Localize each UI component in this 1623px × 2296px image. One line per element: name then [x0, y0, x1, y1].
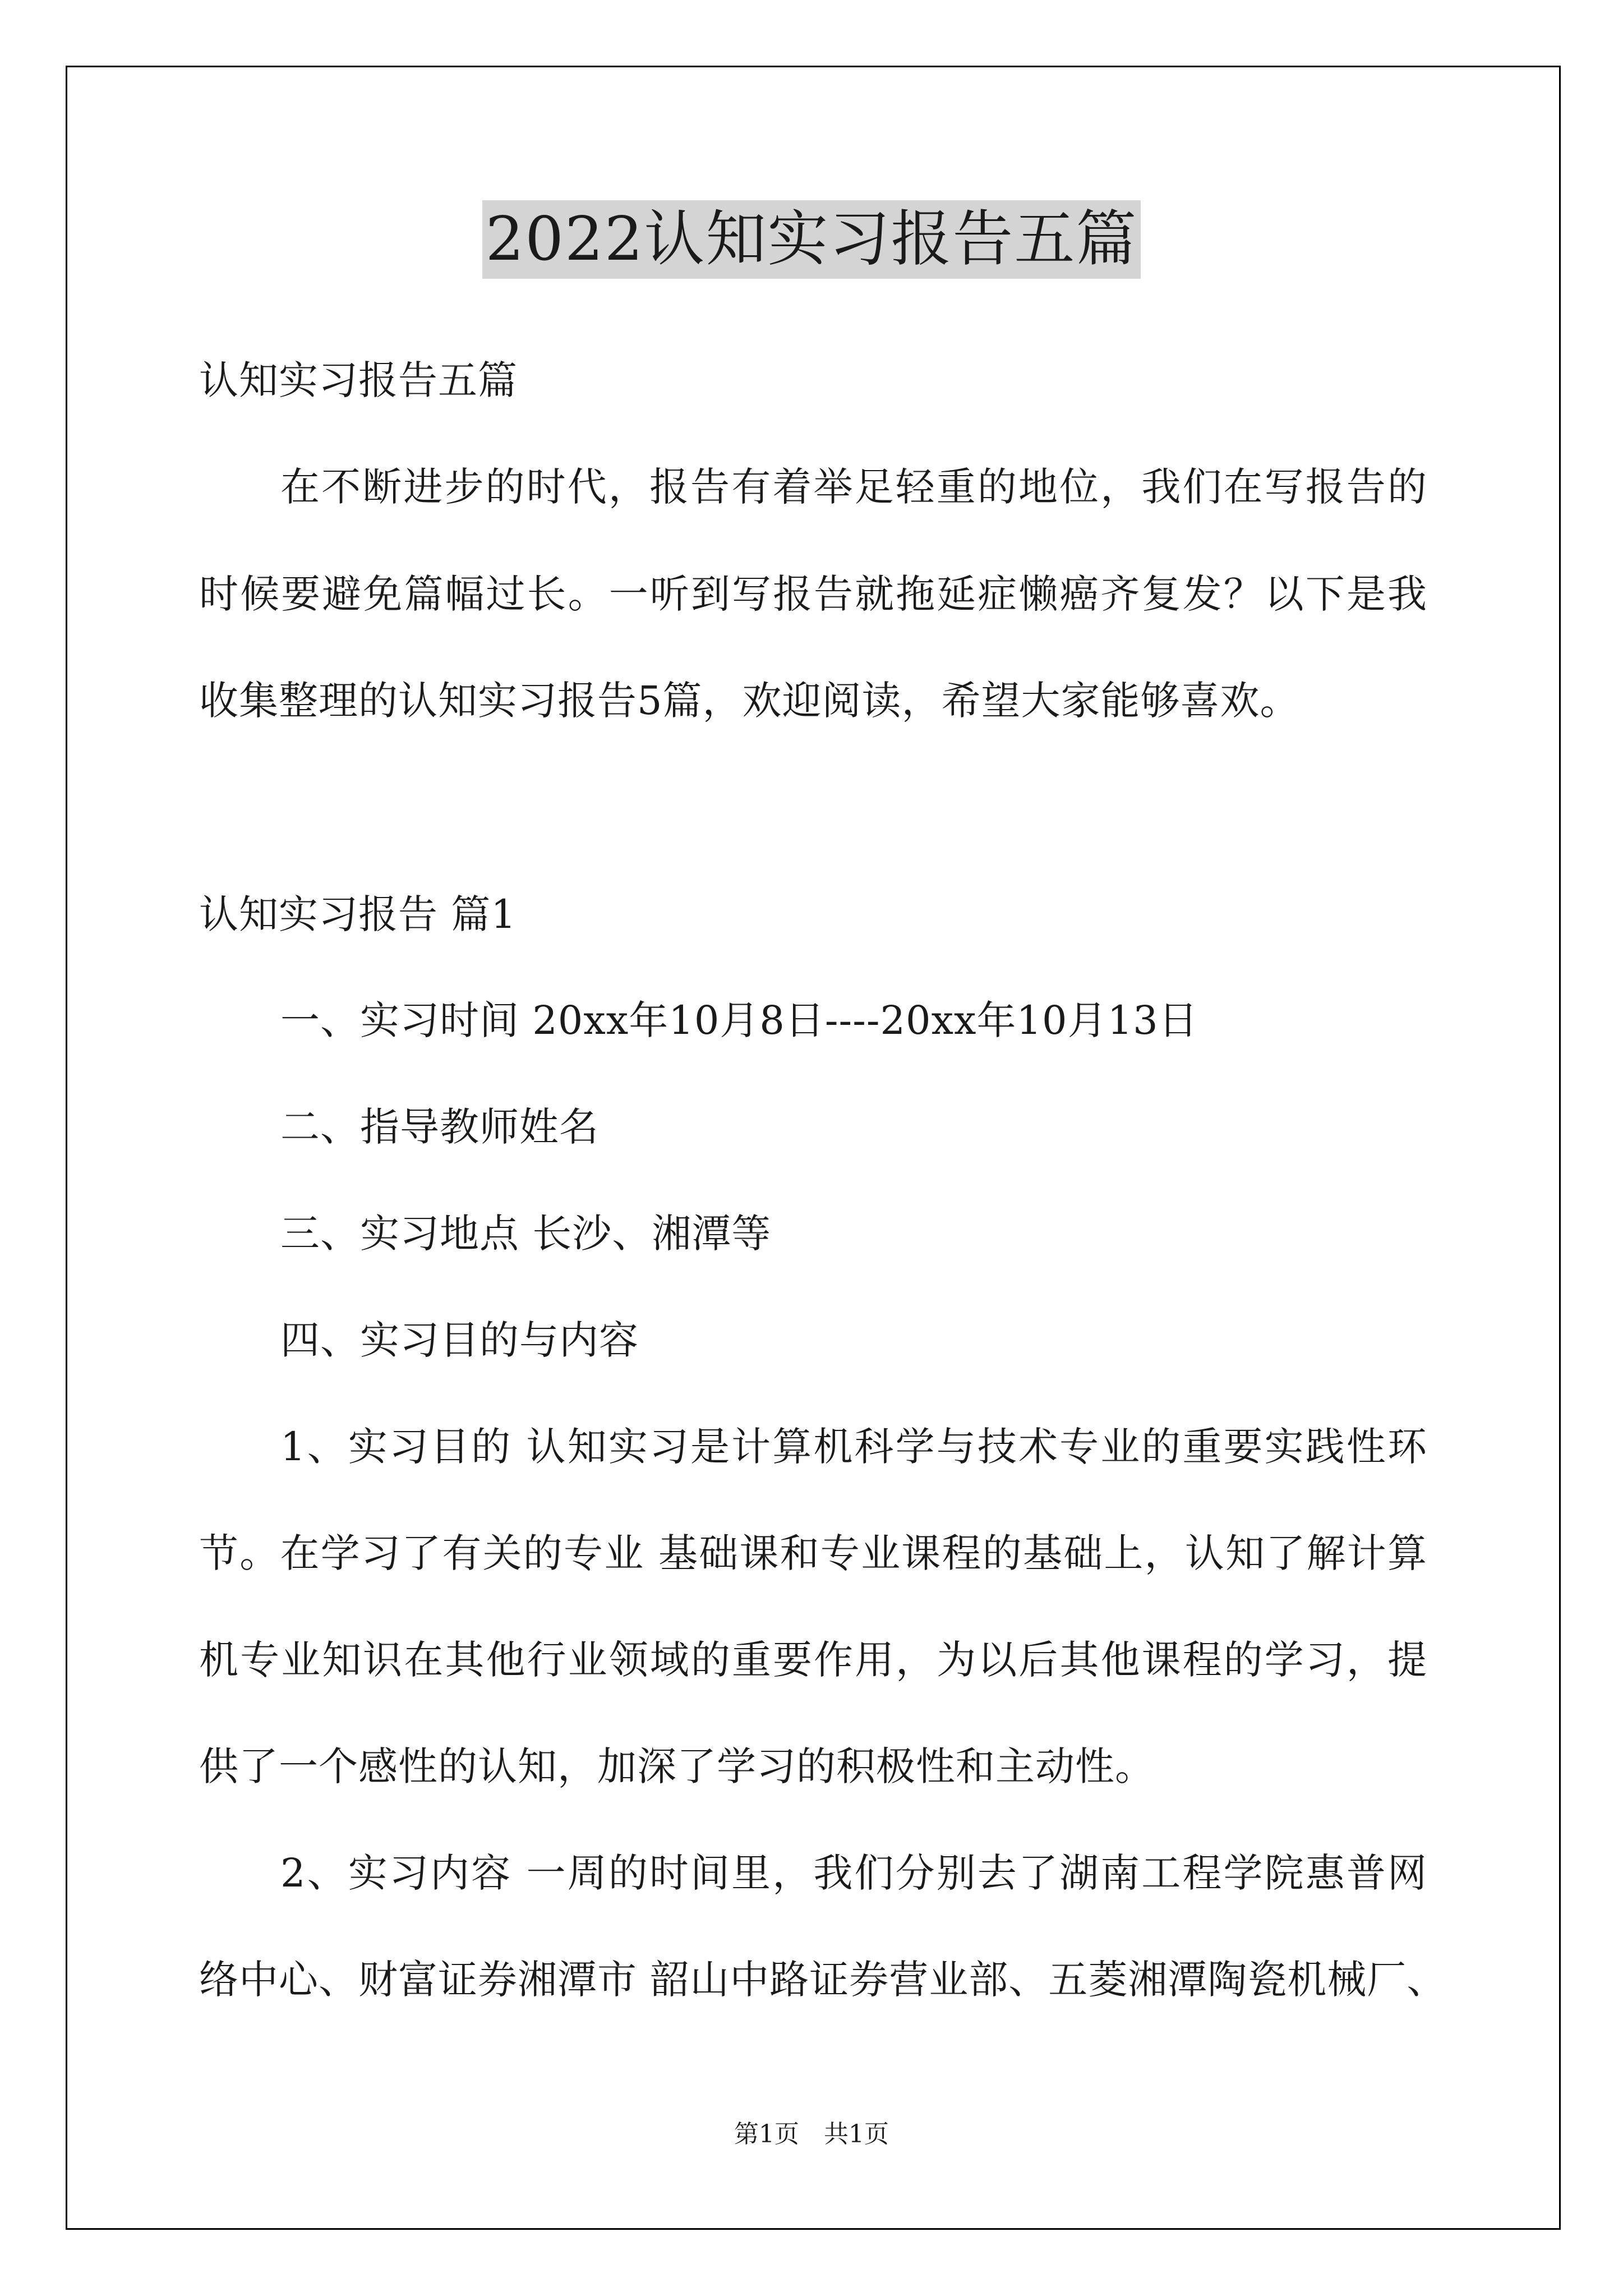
document-title	[0, 200, 1623, 279]
intro-line-3: 收集整理的认知实习报告5篇，欢迎阅读，希望大家能够喜欢。	[199, 678, 1300, 724]
intro-line-2: 时候要避免篇幅过长。一听到写报告就拖延症懒癌齐复发？以下是我	[199, 571, 1427, 617]
page-footer: 第1页 共1页	[734, 2120, 889, 2148]
title-text: 2022认知实习报告五篇	[482, 200, 1141, 279]
para1-line-4: 供了一个感性的认知，加深了学习的积极性和主动性。	[199, 1743, 1155, 1789]
para2-line-2: 络中心、财富证券湘潭市 韶山中路证券营业部、五菱湘潭陶瓷机械厂、	[199, 1957, 1447, 2003]
section-heading: 认知实习报告 篇1	[199, 891, 517, 937]
para1-line-1: 1、实习目的 认知实习是计算机科学与技术专业的重要实践性环	[280, 1424, 1427, 1470]
para2-line-1: 2、实习内容 一周的时间里，我们分别去了湖南工程学院惠普网	[280, 1850, 1427, 1896]
item-2: 二、指导教师姓名	[280, 1104, 599, 1150]
item-1: 一、实习时间 20xx年10月8日----20xx年10月13日	[280, 997, 1198, 1043]
para1-line-2: 节。在学习了有关的专业 基础课和专业课程的基础上，认知了解计算	[199, 1530, 1427, 1576]
item-3: 三、实习地点 长沙、湘潭等	[280, 1211, 772, 1257]
para1-line-3: 机专业知识在其他行业领域的重要作用，为以后其他课程的学习，提	[199, 1637, 1427, 1683]
item-4: 四、实习目的与内容	[280, 1317, 639, 1363]
subtitle: 认知实习报告五篇	[199, 357, 518, 403]
intro-line-1: 在不断进步的时代，报告有着举足轻重的地位，我们在写报告的	[280, 464, 1427, 510]
